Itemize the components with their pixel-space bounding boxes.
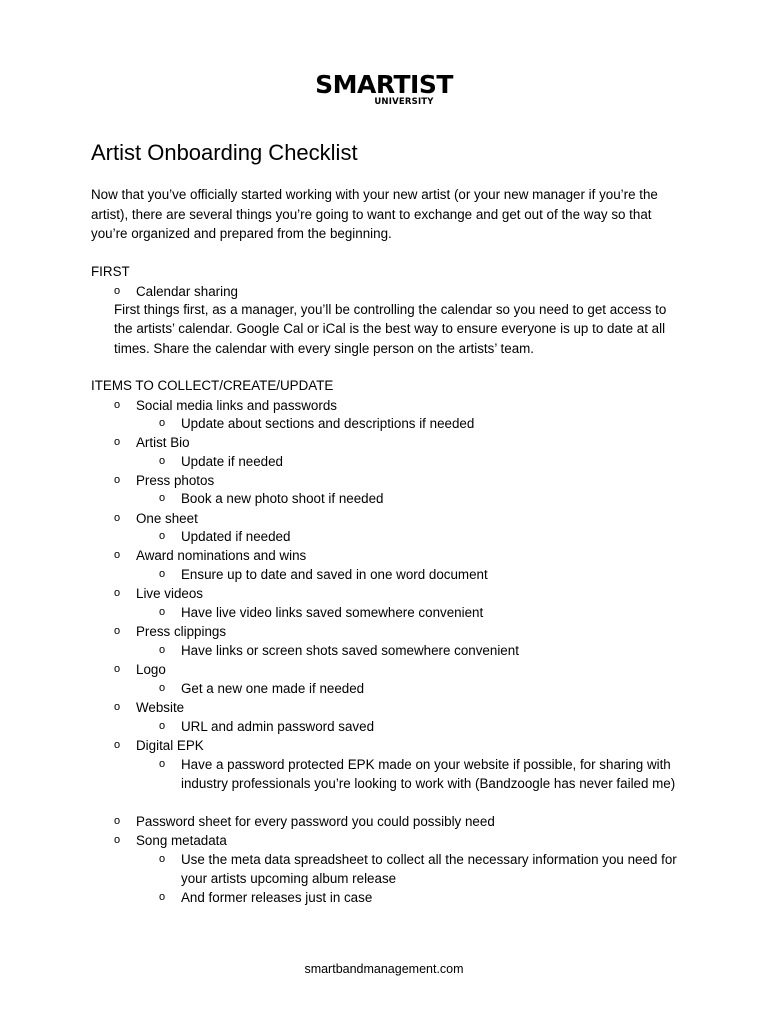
sub-list-item: Get a new one made if needed — [181, 681, 365, 696]
bullet-icon: o — [159, 853, 166, 865]
list-item: Award nominations and wins — [136, 548, 307, 563]
bullet-icon: o — [159, 492, 166, 504]
bullet-icon: o — [114, 739, 121, 751]
bullet-icon: o — [159, 891, 166, 903]
list-item: Password sheet for every password you could possibly need — [136, 814, 495, 829]
intro-paragraph: Now that you’ve officially started working with your new artist (or your new manager if you’re the artist), there are several things you’re going to want to exchange and get out of the way so that you’re organized and prepared from the beginning. — [91, 187, 658, 241]
list-item: Website — [136, 700, 185, 715]
sub-list-item: Updated if needed — [181, 529, 291, 544]
bullet-icon: o — [114, 474, 121, 486]
list-item: Social media links and passwords — [136, 398, 337, 413]
footer-website: smartbandmanagement.com — [304, 962, 464, 976]
logo-subtitle: UNIVERSITY — [374, 97, 434, 107]
bullet-icon: o — [159, 682, 166, 694]
sub-list-item: URL and admin password saved — [181, 719, 375, 734]
list-item: Artist Bio — [136, 435, 190, 450]
calendar-sharing-paragraph: First things first, as a manager, you’ll be controlling the calendar so you need to get access to the artists’ calendar. Google Cal or iCal is the best way to ensure everyone is up to date at all times. Share the calendar with every single person on the artists’ team. — [114, 302, 667, 356]
bullet-icon: o — [159, 720, 166, 732]
bullet-icon: o — [114, 663, 121, 675]
section-heading-first: FIRST — [91, 264, 130, 279]
bullet-icon: o — [159, 530, 166, 542]
list-item-calendar-sharing: Calendar sharing — [136, 284, 238, 299]
list-item: Press clippings — [136, 624, 227, 639]
bullet-icon: o — [114, 436, 121, 448]
bullet-icon: o — [114, 399, 121, 411]
list-item: Logo — [136, 662, 166, 677]
sub-list-item: Have live video links saved somewhere convenient — [181, 605, 484, 620]
bullet-icon: o — [114, 512, 121, 524]
list-item: Press photos — [136, 473, 215, 488]
logo-wordmark: SMARTIST — [315, 70, 453, 99]
bullet-icon: o — [114, 285, 121, 297]
sub-list-item: Have links or screen shots saved somewhere convenient — [181, 643, 519, 658]
sub-list-item: Use the meta data spreadsheet to collect all the necessary information you need for your artists upcoming album release — [181, 852, 677, 887]
bullet-icon: o — [114, 815, 121, 827]
bullet-icon: o — [159, 455, 166, 467]
section-heading-items: ITEMS TO COLLECT/CREATE/UPDATE — [91, 378, 334, 393]
list-item: Live videos — [136, 586, 203, 601]
bullet-icon: o — [114, 834, 121, 846]
sub-list-item: Book a new photo shoot if needed — [181, 491, 384, 506]
list-item: One sheet — [136, 511, 198, 526]
smartist-university-logo — [0, 72, 768, 106]
bullet-icon: o — [114, 587, 121, 599]
sub-list-item: Have a password protected EPK made on your website if possible, for sharing with industry professionals you’re looking to work with (Bandzoogle has never failed me) — [181, 757, 676, 792]
bullet-icon: o — [114, 625, 121, 637]
bullet-icon: o — [159, 644, 166, 656]
sub-list-item: Update about sections and descriptions if needed — [181, 416, 475, 431]
sub-list-item: Ensure up to date and saved in one word document — [181, 567, 488, 582]
list-item: Song metadata — [136, 833, 227, 848]
bullet-icon: o — [114, 549, 121, 561]
bullet-icon: o — [159, 417, 166, 429]
bullet-icon: o — [159, 606, 166, 618]
sub-list-item: Update if needed — [181, 454, 283, 469]
page-title: Artist Onboarding Checklist — [91, 140, 358, 165]
sub-list-item: And former releases just in case — [181, 890, 373, 905]
bullet-icon: o — [159, 568, 166, 580]
list-item: Digital EPK — [136, 738, 204, 753]
bullet-icon: o — [159, 758, 166, 770]
bullet-icon: o — [114, 701, 121, 713]
